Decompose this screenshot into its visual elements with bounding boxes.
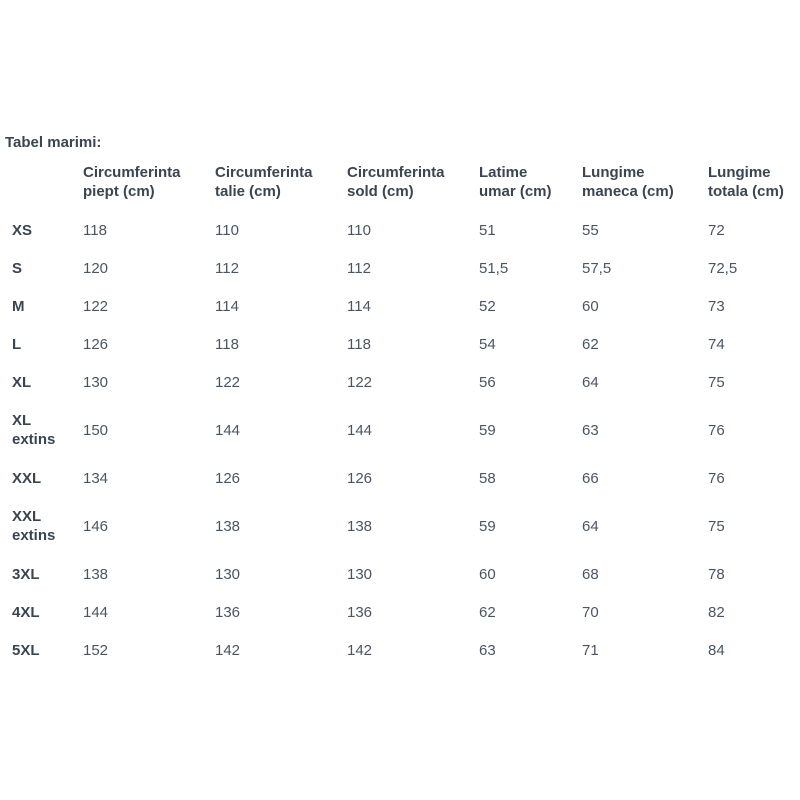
length-cell: 73 [708,297,725,315]
shoulder-cell: 56 [479,373,496,391]
chest-cell: 152 [83,641,109,659]
column-header-chest: Circumferinta piept (cm) [83,164,181,200]
length-cell: 76 [708,469,725,487]
sleeve-cell: 60 [582,297,599,315]
chest-cell: 144 [83,603,109,621]
size-label: L [12,335,22,353]
size-label: XL [12,373,32,391]
sleeve-cell: 55 [582,221,599,239]
sleeve-cell: 71 [582,641,599,659]
waist-cell: 138 [215,517,241,535]
size-label: S [12,259,23,277]
waist-cell: 130 [215,565,241,583]
column-header-waist: Circumferinta talie (cm) [215,164,313,200]
waist-cell: 144 [215,421,241,439]
length-cell: 78 [708,565,725,583]
sleeve-cell: 62 [582,335,599,353]
column-header-shoulder: Latime umar (cm) [479,164,552,200]
chest-cell: 150 [83,421,109,439]
sleeve-cell: 63 [582,421,599,439]
length-cell: 72 [708,221,725,239]
size-label: 5XL [12,641,40,659]
shoulder-cell: 59 [479,517,496,535]
table-row [0,593,800,631]
hip-cell: 118 [347,335,371,353]
sleeve-cell: 70 [582,603,599,621]
table-row [0,363,800,401]
shoulder-cell: 58 [479,469,496,487]
table-row [0,555,800,593]
waist-cell: 114 [215,297,239,315]
length-cell: 75 [708,373,725,391]
table-row [0,497,800,555]
waist-cell: 142 [215,641,241,659]
column-header-size [0,160,83,211]
shoulder-cell: 59 [479,421,496,439]
chest-cell: 118 [83,221,107,239]
table-header-row [0,160,800,211]
sleeve-cell: 64 [582,517,599,535]
chest-cell: 138 [83,565,109,583]
size-label: XXL [12,469,42,487]
sleeve-cell: 68 [582,565,599,583]
table-body [0,211,800,669]
table-row [0,211,800,249]
chest-cell: 126 [83,335,109,353]
size-label: XL extins [12,412,56,448]
shoulder-cell: 52 [479,297,496,315]
size-label: 4XL [12,603,40,621]
size-label: M [12,297,25,315]
waist-cell: 112 [215,259,239,277]
table-row [0,287,800,325]
column-header-sleeve: Lungime maneca (cm) [582,164,674,200]
length-cell: 82 [708,603,725,621]
waist-cell: 126 [215,469,241,487]
sleeve-cell: 64 [582,373,599,391]
shoulder-cell: 60 [479,565,496,583]
size-label: XS [12,221,33,239]
length-cell: 75 [708,517,725,535]
length-cell: 84 [708,641,725,659]
hip-cell: 142 [347,641,373,659]
shoulder-cell: 54 [479,335,496,353]
hip-cell: 126 [347,469,373,487]
length-cell: 72,5 [708,259,738,277]
table-row [0,325,800,363]
hip-cell: 114 [347,297,371,315]
column-header-hip: Circumferinta sold (cm) [347,164,445,200]
hip-cell: 122 [347,373,373,391]
hip-cell: 136 [347,603,373,621]
size-chart-table [0,160,800,669]
waist-cell: 110 [215,221,239,239]
chest-cell: 146 [83,517,109,535]
waist-cell: 118 [215,335,239,353]
page-title: Tabel marimi: [5,134,102,151]
length-cell: 76 [708,421,725,439]
hip-cell: 130 [347,565,373,583]
size-label: 3XL [12,565,40,583]
waist-cell: 122 [215,373,241,391]
hip-cell: 112 [347,259,371,277]
shoulder-cell: 51 [479,221,496,239]
shoulder-cell: 62 [479,603,496,621]
column-header-length: Lungime totala (cm) [708,164,784,200]
waist-cell: 136 [215,603,241,621]
sleeve-cell: 66 [582,469,599,487]
chest-cell: 130 [83,373,109,391]
length-cell: 74 [708,335,725,353]
hip-cell: 144 [347,421,373,439]
table-row [0,249,800,287]
table-row [0,631,800,669]
size-label: XXL extins [12,508,56,544]
chest-cell: 134 [83,469,109,487]
table-row [0,401,800,459]
chest-cell: 122 [83,297,109,315]
hip-cell: 110 [347,221,371,239]
table-row [0,459,800,497]
sleeve-cell: 57,5 [582,259,612,277]
hip-cell: 138 [347,517,373,535]
shoulder-cell: 63 [479,641,496,659]
shoulder-cell: 51,5 [479,259,509,277]
chest-cell: 120 [83,259,109,277]
